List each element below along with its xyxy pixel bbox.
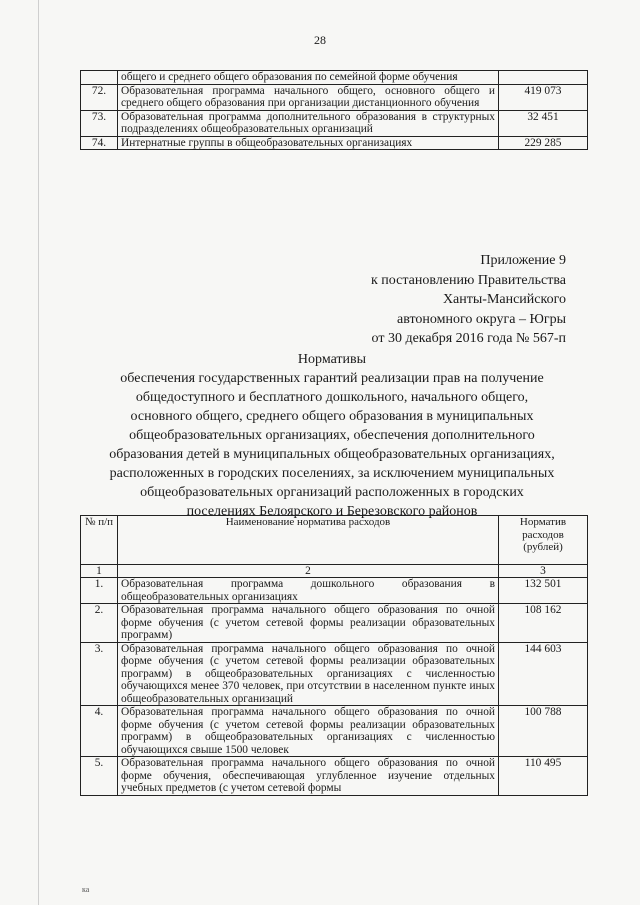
row-value: 100 788 <box>499 706 588 757</box>
row-number <box>81 71 118 85</box>
appendix-line: автономного округа – Югры <box>397 311 566 327</box>
column-index: 2 <box>118 565 499 578</box>
table-row <box>81 578 588 604</box>
title-line: общеобразовательных организациях, обеспечения дополнительного <box>129 428 535 443</box>
row-value: 419 073 <box>499 84 588 110</box>
header-name: Наименование норматива расходов <box>118 516 499 565</box>
page-edge-line <box>38 0 39 905</box>
row-number: 1. <box>81 578 118 604</box>
column-index: 1 <box>81 565 118 578</box>
footer-mark: ка <box>82 885 90 894</box>
row-value: 32 451 <box>499 110 588 136</box>
title-line: расположенных в городских поселениях, за исключением муниципальных <box>109 466 555 481</box>
row-value: 108 162 <box>499 604 588 643</box>
column-index: 3 <box>499 565 588 578</box>
row-value: 144 603 <box>499 642 588 706</box>
row-number: 74. <box>81 136 118 150</box>
row-name: Образовательная программа дошкольного образования в общеобразовательных организациях <box>118 578 499 604</box>
row-value: 110 495 <box>499 757 588 796</box>
row-number: 72. <box>81 84 118 110</box>
row-number: 2. <box>81 604 118 643</box>
row-name: общего и среднего общего образования по семейной форме обучения <box>118 71 499 85</box>
row-name: Интернатные группы в общеобразовательных организациях <box>118 136 499 150</box>
appendix-reference <box>371 251 566 349</box>
header-number: № п/п <box>81 516 118 565</box>
table-row <box>81 71 588 85</box>
row-name: Образовательная программа начального общего образования по очной форме обучения (с учетом сетевой формы реализации образовательных программ) в общеобразовательных организациях с численностью обучающихся менее 370 человек, при отсутствии в населенном пункте иных общеобразовательных организаций <box>118 642 499 706</box>
appendix-line: к постановлению Правительства <box>370 272 566 288</box>
title-line: обеспечения государственных гарантий реализации прав на получение <box>120 371 544 386</box>
row-name: Образовательная программа начального общего, основного общего и среднего общего образования при организации дистанционного обучения <box>118 84 499 110</box>
table-row <box>81 84 588 110</box>
appendix-line: Ханты-Мансийского <box>442 292 566 307</box>
header-value: Норматив расходов (рублей) <box>499 516 588 565</box>
row-name: Образовательная программа дополнительного образования в структурных подразделениях общеобразовательных организаций <box>118 110 499 136</box>
title-line: общеобразовательных организаций расположенных в городских <box>140 485 524 500</box>
appendix-line: от 30 декабря 2016 года № 567-п <box>371 331 566 346</box>
column-index-row <box>81 565 588 578</box>
table-header-row <box>81 516 588 565</box>
row-name: Образовательная программа начального общего образования по очной форме обучения (с учетом сетевой формы реализации образовательных программ) <box>118 604 499 643</box>
expense-table-continuation <box>80 70 588 150</box>
row-number: 3. <box>81 642 118 706</box>
row-number: 4. <box>81 706 118 757</box>
row-name: Образовательная программа начального общего образования по очной форме обучения, обеспечивающая углубленное изучение отдельных учебных предметов (с учетом сетевой формы <box>118 757 499 796</box>
row-value <box>499 71 588 85</box>
table-row <box>81 604 588 643</box>
row-name: Образовательная программа начального общего образования по очной форме обучения (с учетом сетевой формы реализации образовательных программ) в общеобразовательных организациях с численностью обучающихся свыше 1500 человек <box>118 706 499 757</box>
document-title <box>82 350 582 521</box>
table-row <box>81 757 588 796</box>
table-row <box>81 642 588 706</box>
row-value: 229 285 <box>499 136 588 150</box>
table-row <box>81 706 588 757</box>
title-line: основного общего, среднего общего образования в муниципальных <box>130 409 534 424</box>
page-number: 28 <box>314 33 326 47</box>
title-line: образования детей в муниципальных общеобразовательных организациях, <box>109 447 555 462</box>
table-row <box>81 136 588 150</box>
row-number: 73. <box>81 110 118 136</box>
title-line: общедоступного и бесплатного дошкольного, начального общего, <box>135 390 529 405</box>
appendix-line: Приложение 9 <box>480 253 566 268</box>
title-line: поселениях Белоярского и Березовского районов <box>186 504 478 519</box>
row-value: 132 501 <box>499 578 588 604</box>
table-row <box>81 110 588 136</box>
row-number: 5. <box>81 757 118 796</box>
norms-table <box>80 515 588 796</box>
title-line: Нормативы <box>297 352 367 367</box>
